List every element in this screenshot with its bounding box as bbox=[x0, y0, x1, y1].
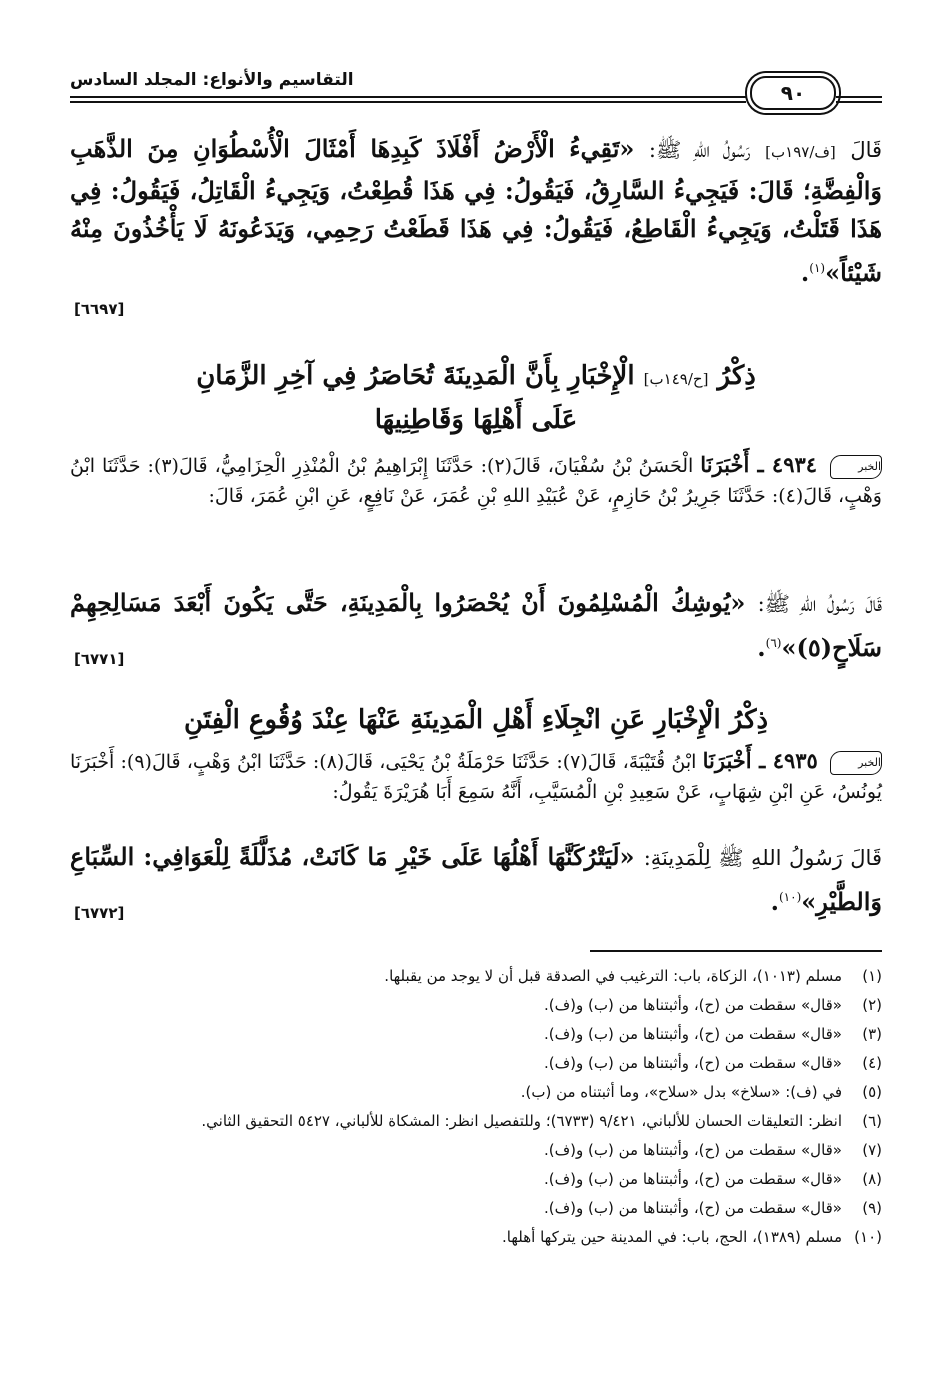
header-rule bbox=[70, 96, 746, 98]
page-header bbox=[70, 66, 882, 112]
chapter-word: ذِكْرُ bbox=[717, 361, 756, 391]
isnad-4934 bbox=[70, 450, 882, 511]
running-title: التقاسيم والأنواع: المجلد السادس bbox=[70, 70, 354, 90]
manuscript-marker: [ح/١٤٩ب] bbox=[643, 370, 709, 388]
footnote-item: (١) مسلم (١٠١٣)، الزكاة، باب: الترغيب في الصدقة قبل أن لا يوجد من يقبلها. bbox=[384, 967, 882, 985]
footnote-item: (٣) «قال» سقطت من (ح)، وأثبتناها من (ب) و(ف). bbox=[543, 1025, 882, 1043]
footnote-separator bbox=[590, 950, 882, 952]
footnote-item: (٨) «قال» سقطت من (ح)، وأثبتناها من (ب) و(ف). bbox=[543, 1170, 882, 1188]
hadith-reference: [٦٧٧١] bbox=[74, 650, 125, 668]
manuscript-marker: [ف/١٩٧ب] bbox=[765, 143, 836, 161]
hadith-reference: [٦٦٩٧] bbox=[74, 300, 125, 318]
chapter-heading bbox=[70, 356, 882, 399]
page-number: ٩٠ bbox=[750, 76, 836, 110]
footnote-item: (١٠) مسلم (١٣٨٩)، الحج، باب: في المدينة حين يتركها أهلها. bbox=[502, 1228, 882, 1246]
isnad-text: ابْنُ قُتَيْبَةَ، قَالَ(٧): حَدَّثَنَا حَرْمَلَةُ بْنُ يَحْيَى، قَالَ(٨): حَدَّثَنَا ابْنُ وَهْبٍ، قَالَ(٩): أَخْبَرَنَا يُونُسُ، عَنِ ابْنِ شِهَابٍ، عَنْ سَعِيدِ بْنِ الْمُسَيَّبِ، أَنَّهُ سَمِعَ أَبَا هُرَيْرَةَ يَقُولُ: bbox=[70, 751, 882, 803]
footnotes bbox=[70, 962, 882, 1252]
header-rule bbox=[70, 101, 746, 103]
footnote-item: (٦) انظر: التعليقات الحسان للألباني، ٩/٤٢١ (٦٧٣٣)؛ وللتفصيل انظر: المشكاة للألباني، ٥٤٢٧ التحقيق الثاني. bbox=[201, 1112, 882, 1130]
footnote-item: (٧) «قال» سقطت من (ح)، وأثبتناها من (ب) و(ف). bbox=[543, 1141, 882, 1159]
khabar-ornament-icon: الخبر bbox=[830, 751, 882, 775]
footnote-item: (٩) «قال» سقطت من (ح)، وأثبتناها من (ب) و(ف). bbox=[543, 1199, 882, 1217]
footnote-mark: (١٠) bbox=[778, 889, 802, 904]
hadith-text: «لَيَتْرُكَنَّهَا أَهْلُهَا عَلَى خَيْرِ مَا كَانَتْ، مُذَلَّلَةً لِلْعَوَافِي: السِّبَاعِ وَالطَّيْرِ» bbox=[70, 842, 882, 916]
isnad-4935 bbox=[70, 746, 882, 807]
footnote-item: (٢) «قال» سقطت من (ح)، وأثبتناها من (ب) و(ف). bbox=[543, 996, 882, 1014]
hadith-intro: قَالَ bbox=[850, 138, 883, 162]
hadith-number: ٤٩٣٥ ـ أَخْبَرَنَا bbox=[702, 748, 818, 773]
hadith-6771: قَالَ رَسُولُ اللهِ ﷺ: «يُوشِكُ الْمُسْلِمُونَ أَنْ يُحْصَرُوا بِالْمَدِينَةِ، حَتَّى يَكُونَ أَبْعَدَ مَسَالِحِهِمْ سَلَاحٍ(٥)»$^{(٦)}$. bbox=[70, 588, 882, 662]
isnad-text: الْحَسَنُ بْنُ سُفْيَانَ، قَالَ(٢): حَدَّثَنَا إِبْرَاهِيمُ بْنُ الْمُنْذِرِ الْحِزَامِيُّ، قَالَ(٣): حَدَّثَنَا ابْنُ وَهْبٍ، قَالَ(٤): حَدَّثَنَا جَرِيرُ بْنُ حَازِمٍ، عَنْ عُبَيْدِ اللهِ بْنِ عُمَرَ، عَنْ نَافِعٍ، عَنِ ابْنِ عُمَرَ، قَالَ: bbox=[70, 455, 882, 507]
khabar-ornament-icon: الخبر bbox=[830, 455, 882, 479]
hadith-intro: قَالَ رَسُولُ اللهِ ﷺ: bbox=[757, 592, 882, 616]
hadith-intro: رَسُولُ اللهِ ﷺ: bbox=[648, 138, 751, 162]
chapter-title: الْإِخْبَارِ بِأَنَّ الْمَدِينَةَ تُحَاصَرُ فِي آخِرِ الزَّمَانِ bbox=[196, 361, 635, 391]
hadith-text: «يُوشِكُ الْمُسْلِمُونَ أَنْ يُحْصَرُوا بِالْمَدِينَةِ، حَتَّى يَكُونَ أَبْعَدَ مَسَالِحِهِمْ سَلَاحٍ(٥)» bbox=[70, 588, 882, 662]
hadith-text: «تَقِيءُ الْأَرْضُ أَفْلَاذَ كَبِدِهَا أَمْثَالَ الْأُسْطُوَانِ مِنَ الذَّهَبِ وَالْفِضَّةِ؛ قَالَ: فَيَجِيءُ السَّارِقُ، فَيَقُولُ: فِي هَذَا قُطِعْتُ، وَيَجِيءُ الْقَاتِلُ، فَيَقُولُ: فِي هَذَا قَتَلْتُ، وَيَجِيءُ الْقَاطِعُ، فَيَقُولُ: فِي هَذَا قَطَعْتُ رَحِمِي، وَيَدَعُونَهُ لَا يَأْخُذُونَ مِنْهُ شَيْئاً» bbox=[70, 134, 882, 287]
footnote-item: (٥) في (ف): «سلاخ» بدل «سلاح»، وما أثبتناه من (ب). bbox=[520, 1083, 882, 1101]
footnote-mark: (٦) bbox=[765, 635, 782, 650]
hadith-reference: [٦٧٧٢] bbox=[74, 904, 125, 922]
header-rule bbox=[836, 96, 882, 98]
footnote-mark: (١) bbox=[809, 260, 826, 275]
footnote-item: (٤) «قال» سقطت من (ح)، وأثبتناها من (ب) و(ف). bbox=[543, 1054, 882, 1072]
hadith-number: ٤٩٣٤ ـ أَخْبَرَنَا bbox=[700, 452, 818, 477]
header-rule bbox=[836, 101, 882, 103]
hadith-intro: قَالَ رَسُولُ اللهِ ﷺ لِلْمَدِينَةِ: bbox=[643, 846, 882, 870]
hadith-6772: قَالَ رَسُولُ اللهِ ﷺ لِلْمَدِينَةِ: «لَيَتْرُكَنَّهَا أَهْلُهَا عَلَى خَيْرِ مَا كَانَتْ، مُذَلَّلَةً لِلْعَوَافِي: السِّبَاعِ وَالطَّيْرِ»$^{(١٠)}$. bbox=[70, 842, 882, 916]
hadith-6697: قَالَ [ف/١٩٧ب] رَسُولُ اللهِ ﷺ: «تَقِيءُ الْأَرْضُ أَفْلَاذَ كَبِدِهَا أَمْثَالَ الْأُسْطُوَانِ مِنَ الذَّهَبِ وَالْفِضَّةِ؛ قَالَ: فَيَجِيءُ السَّارِقُ، فَيَقُولُ: فِي هَذَا قُطِعْتُ، وَيَجِيءُ الْقَاتِلُ، فَيَقُولُ: فِي هَذَا قَتَلْتُ، وَيَجِيءُ الْقَاطِعُ، فَيَقُولُ: فِي هَذَا قَطَعْتُ رَحِمِي، وَيَدَعُونَهُ لَا يَأْخُذُونَ مِنْهُ شَيْئاً»$^{(١)}$. bbox=[70, 134, 883, 287]
chapter-heading-line2: عَلَى أَهْلِهَا وَقَاطِنِيهَا bbox=[374, 405, 578, 435]
chapter-heading: ذِكْرُ الْإِخْبَارِ عَنِ انْجِلَاءِ أَهْلِ الْمَدِينَةِ عَنْهَا عِنْدَ وُقُوعِ الْفِتَنِ bbox=[183, 705, 769, 735]
